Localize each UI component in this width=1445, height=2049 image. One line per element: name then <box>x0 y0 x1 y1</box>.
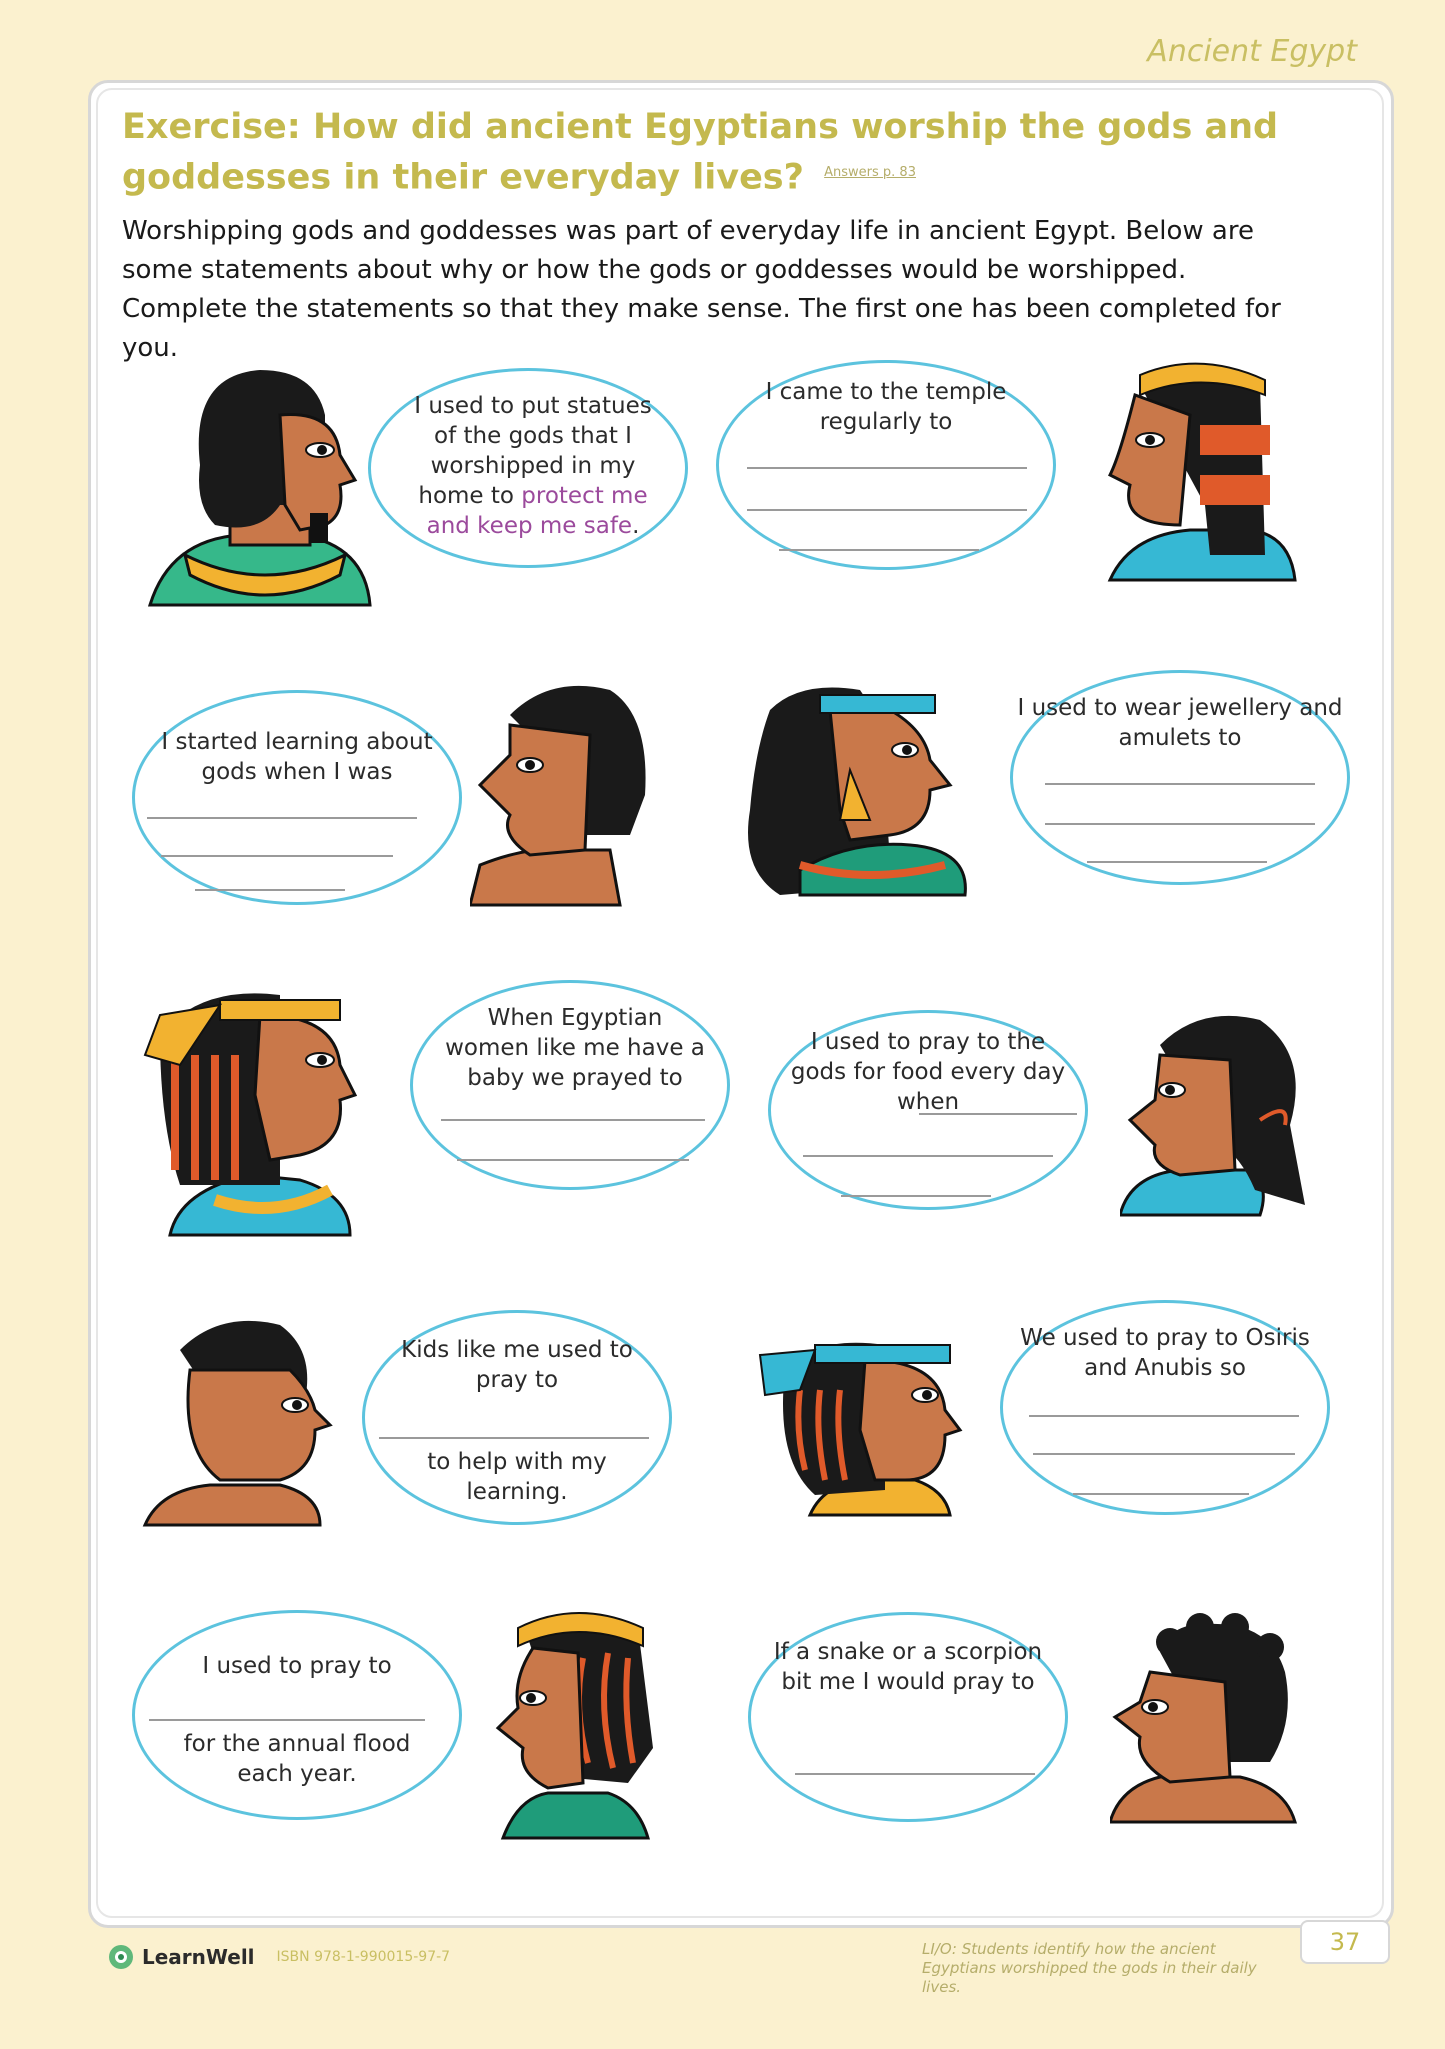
answer-line[interactable] <box>1087 861 1267 863</box>
speech-bubble-7 <box>362 1310 672 1525</box>
bubble-9-prompt: I used to pray to <box>202 1653 392 1679</box>
speech-bubble-2 <box>716 360 1056 570</box>
speech-bubble-4 <box>1010 670 1350 885</box>
answer-line[interactable] <box>841 1195 991 1197</box>
answer-line[interactable] <box>147 817 417 819</box>
intro-text: Worshipping gods and goddesses was part of everyday life in ancient Egypt. Below are some statements about why or how the gods or goddesses would be worshipped. Complete the statements so that they make sense. The first one has been completed for you. <box>122 216 1281 363</box>
answer-line[interactable] <box>747 467 1027 469</box>
exercise-label: Exercise: <box>122 107 301 147</box>
bubble-7-end: to help with my learning. <box>427 1449 607 1505</box>
answer-line[interactable] <box>1045 783 1315 785</box>
egyptian-woman-yellow-headband-portrait <box>140 975 380 1245</box>
bubble-3-prompt: I started learning about gods when I was <box>161 729 433 785</box>
bubble-10-prompt: If a snake or a scorpion bit me I would pray to <box>773 1639 1043 1695</box>
exercise-heading <box>122 104 1362 201</box>
answer-line[interactable] <box>803 1155 1053 1157</box>
egyptian-woman-long-hair-portrait <box>740 670 970 910</box>
exercise-title: How did ancient Egyptians worship the gods and goddesses in their everyday lives? <box>122 107 1279 198</box>
answer-line[interactable] <box>1029 1415 1299 1417</box>
egyptian-woman-ponytail-portrait <box>1120 1005 1320 1220</box>
egyptian-man-portrait <box>140 355 380 615</box>
answer-line[interactable] <box>457 1159 689 1161</box>
speech-bubble-3 <box>132 690 462 905</box>
answer-line[interactable] <box>195 889 345 891</box>
egyptian-boy-curly-hair-portrait <box>1110 1612 1300 1827</box>
answer-line[interactable] <box>747 509 1027 511</box>
egyptian-woman-striped-headdress-portrait <box>1090 355 1310 585</box>
page-number: 37 <box>1300 1920 1390 1964</box>
footer-brand <box>108 1944 450 1970</box>
egyptian-boy-bob-hair-portrait <box>470 675 670 910</box>
speech-bubble-5 <box>410 980 730 1190</box>
answer-line[interactable] <box>1073 1493 1249 1495</box>
speech-bubble-8 <box>1000 1300 1330 1515</box>
brand-name: LearnWell <box>142 1945 255 1969</box>
answer-line[interactable] <box>795 1773 1035 1775</box>
answer-line[interactable] <box>1045 823 1315 825</box>
answer-line[interactable] <box>379 1437 649 1439</box>
bubble-1-end: . <box>632 513 640 539</box>
bubble-1-answer: protect me and keep me safe <box>426 483 648 539</box>
egyptian-woman-braids-portrait <box>755 1320 975 1520</box>
answer-line[interactable] <box>1033 1453 1295 1455</box>
speech-bubble-10 <box>748 1612 1068 1822</box>
bubble-1-prompt: I used to put statues of the gods that I worshipped in my home to <box>414 393 652 509</box>
isbn: ISBN 978-1-990015-97-7 <box>276 1949 451 1965</box>
bubble-8-prompt: We used to pray to Osiris and Anubis so <box>1020 1325 1310 1381</box>
bubble-7-prompt: Kids like me used to pray to <box>401 1337 633 1393</box>
bubble-9-end: for the annual flood each year. <box>183 1731 411 1787</box>
answer-line[interactable] <box>441 1119 705 1121</box>
speech-bubble-1 <box>368 368 688 568</box>
speech-bubble-6 <box>768 1010 1088 1210</box>
answer-line[interactable] <box>779 549 979 551</box>
speech-bubble-9 <box>132 1610 462 1820</box>
section-title: Ancient Egypt <box>1147 34 1357 69</box>
bubble-2-prompt: I came to the temple regularly to <box>765 379 1007 435</box>
answer-line[interactable] <box>161 855 393 857</box>
bubble-6-prompt: I used to pray to the gods for food every day when <box>790 1029 1066 1115</box>
bubble-5-prompt: When Egyptian women like me have a baby we prayed to <box>445 1005 705 1091</box>
answers-link[interactable]: Answers p. 83 <box>824 165 916 180</box>
learning-outcome: LI/O: Students identify how the ancient Egyptians worshipped the gods in their daily lives. <box>922 1940 1257 1996</box>
answer-line[interactable] <box>919 1113 1077 1115</box>
egyptian-man-curly-hair-portrait <box>478 1598 678 1843</box>
egyptian-boy-portrait <box>140 1310 340 1530</box>
learnwell-logo-icon <box>108 1944 134 1970</box>
answer-line[interactable] <box>149 1719 425 1721</box>
bubble-4-prompt: I used to wear jewellery and amulets to <box>1017 695 1343 751</box>
